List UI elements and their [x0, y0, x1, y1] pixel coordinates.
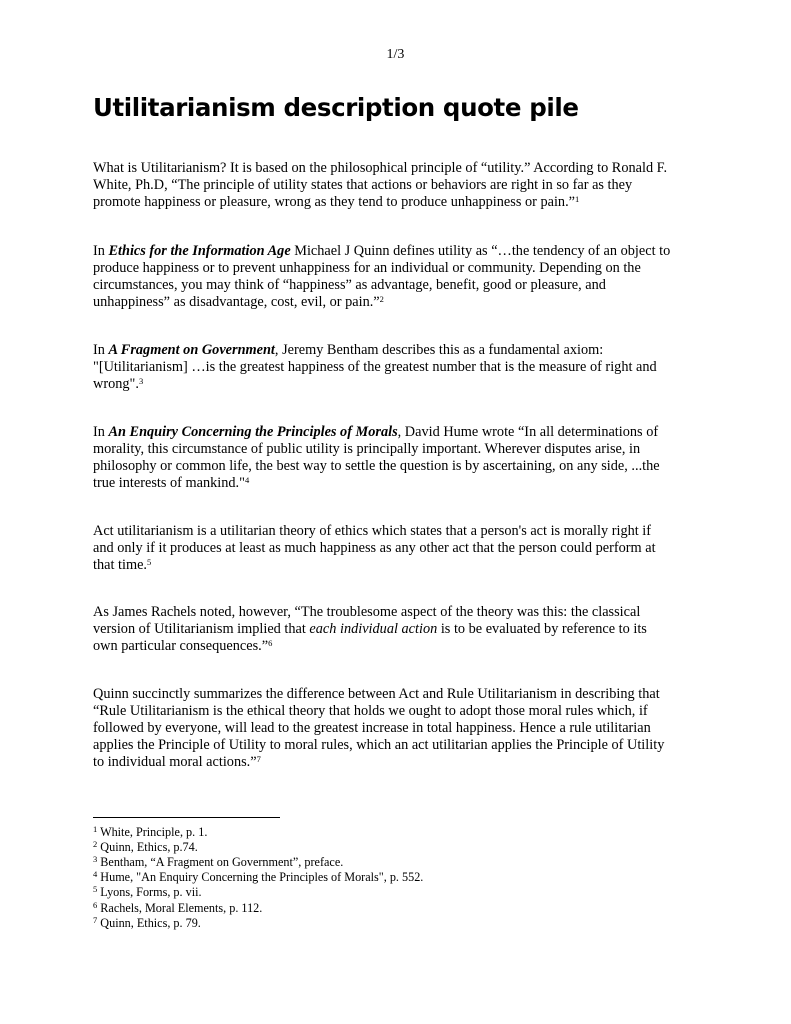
paragraph-quinn-ethics: In Ethics for the Information Age Michael J Quinn defines utility as “…the tendency of an object to produce happiness or to prevent unhappiness for an individual or community. Depending on the circumstances, you may think of “happiness” as advantage, benefit, good or pleasure, and unhappiness” as disadvantage, cost, evil, or pain.”$^2$ — [93, 243, 671, 310]
footnote-5: $^5$ Lyons, Forms, p. vii. — [93, 884, 202, 899]
book-title: A Fragment on Government — [108, 342, 275, 358]
footnote-1: $^1$ White, Principle, p. 1. — [93, 824, 208, 839]
footnote-6: $^6$ Rachels, Moral Elements, p. 112. — [93, 900, 263, 915]
paragraph-quinn-summary: Quinn succinctly summarizes the difference between Act and Rule Utilitarianism in describing that “Rule Utilitarianism is the ethical theory that holds we ought to adopt those moral rules which, if followed by everyone, will lead to the greatest increase in total happiness. Hence a rule utilitarian applies the Principle of Utility to moral rules, which an act utilitarian applies the Principle of Utility to individual moral actions.”$^7$ — [93, 686, 665, 770]
paragraph-hume: In An Enquiry Concerning the Principles of Morals, David Hume wrote “In all determinations of morality, this circumstance of public utility is principally important. Wherever disputes arise, in philosophy or common life, the best way to settle the question is by ascertaining, on any side, ...the true interests of mankind."$^4$ — [93, 424, 660, 491]
footnote-ref: 2 — [379, 294, 384, 304]
page-number: 1/3 — [386, 47, 405, 62]
footnote-ref: 3 — [138, 376, 144, 386]
paragraph-utility-definition: What is Utilitarianism? It is based on the philosophical principle of “utility.” According to Ronald F. White, Ph.D, “The principle of utility states that actions or behaviors are right in so far as they promote happiness or pleasure, wrong as they tend to produce unhappiness or pain.”$^1$ — [93, 160, 668, 210]
footnote-2: $^2$ Quinn, Ethics, p.74. — [93, 839, 198, 854]
book-title: Ethics for the Information Age — [108, 243, 291, 259]
footnote-4: $^4$ Hume, "An Enquiry Concerning the Principles of Morals", p. 552. — [93, 869, 424, 884]
footnote-ref: 7 — [256, 754, 261, 764]
footnote-7: $^7$ Quinn, Ethics, p. 79. — [93, 915, 201, 930]
footnote-ref: 1 — [575, 194, 580, 204]
footnote-ref: 5 — [147, 557, 152, 567]
emphasis-text: each individual action — [309, 621, 438, 637]
page-title: Utilitarianism description quote pile — [93, 93, 579, 122]
paragraph-act-utilitarianism: Act utilitarianism is a utilitarian theory of ethics which states that a person's act is morally right if and only if it produces at least as much happiness as any other act that the person could perform at that time.$^5$ — [93, 523, 656, 573]
footnote-3: $^3$ Bentham, “A Fragment on Government”, preface. — [93, 854, 344, 869]
footnote-ref: 4 — [244, 475, 250, 485]
footnote-separator — [93, 817, 280, 818]
paragraph-bentham: In A Fragment on Government, Jeremy Bentham describes this as a fundamental axiom: "[Utilitarianism] …is the greatest happiness of the greatest number that is the measure of right and wrong".$^3$ — [93, 342, 657, 392]
footnote-ref: 6 — [268, 638, 273, 648]
paragraph-rachels: As James Rachels noted, however, “The troublesome aspect of the theory was this: the classical version of Utilitarianism implied that each individual action is to be evaluated by reference to its own particular consequences.”$^6$ — [93, 604, 647, 654]
book-title: An Enquiry Concerning the Principles of Morals — [108, 424, 398, 440]
